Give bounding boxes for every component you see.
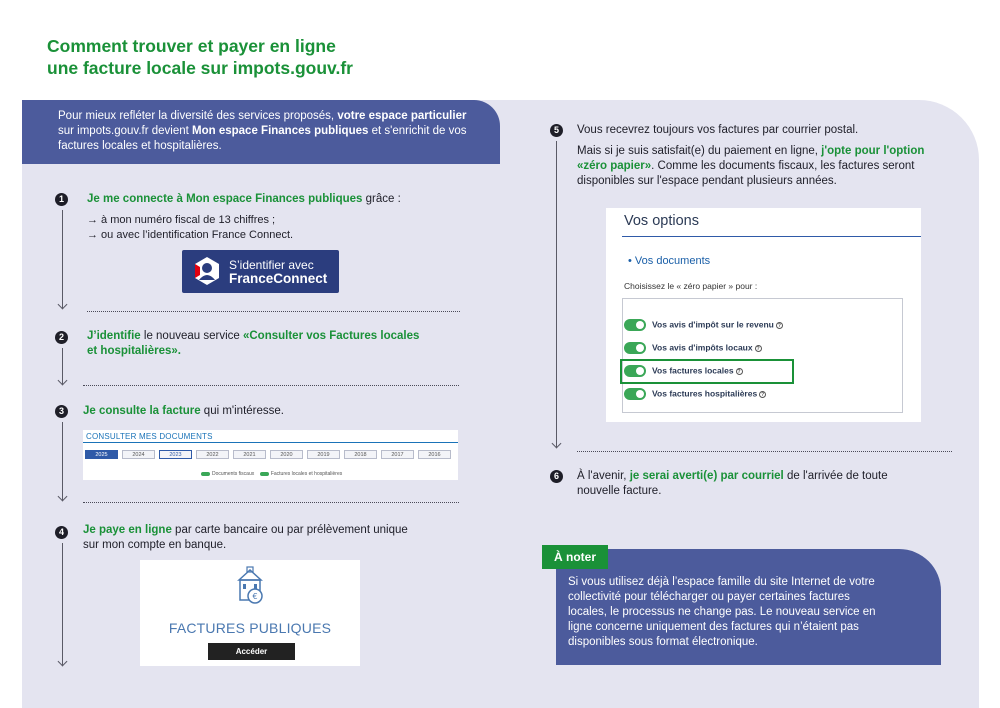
year-tab[interactable]: 2023 [159, 450, 192, 459]
step-4-rest: par carte bancaire ou par prélèvement unique [171, 524, 408, 536]
step-6-number: 6 [550, 470, 563, 483]
step-6-text [577, 469, 947, 499]
help-icon[interactable]: ? [737, 368, 741, 375]
step-5-flow-line [556, 141, 557, 447]
step-4-line-2: sur mon compte en banque. [83, 539, 227, 551]
year-selector [85, 450, 451, 459]
step-5-line-4: disponibles sur l'espace pendant plusieurs années. [577, 175, 837, 187]
vos-options-panel [606, 208, 921, 422]
note-line: collectivité pour télécharger ou payer certaines factures [568, 591, 850, 603]
step-5-highlight-1: j'opte pour l'option [821, 145, 925, 157]
help-icon[interactable]: ? [777, 322, 781, 329]
year-tab[interactable]: 2025 [85, 450, 118, 459]
step-1-bullet-2: → ou avec l’identification France Connect. [87, 229, 294, 241]
note-tag: À noter [542, 545, 608, 569]
legend-fiscal: Documents fiscaux [212, 471, 255, 477]
page-title [47, 35, 353, 79]
step-3-highlight: Je consulte la facture [83, 405, 201, 417]
step-1-text [87, 192, 467, 207]
step-1-bullet-1: → à mon numéro fiscal de 13 chiffres ; [87, 214, 276, 226]
intro-text-2: sur impots.gouv.fr devient [58, 125, 193, 137]
step-3-flow-line [62, 422, 63, 500]
step-5-highlight-2: «zéro papier» [577, 160, 652, 172]
title-line-2: une facture locale sur impots.gouv.fr [47, 58, 353, 78]
step-6-highlight: je serai averti(e) par courriel [629, 470, 784, 482]
year-tab[interactable]: 2016 [418, 450, 451, 459]
options-rule [622, 236, 921, 237]
intro-banner [22, 100, 500, 164]
options-subtitle-text: Vos documents [634, 255, 711, 267]
step-1-highlight: Je me connecte à Mon espace Finances publiques [87, 193, 363, 205]
step-3-number: 3 [55, 405, 68, 418]
step-4-flow-line [62, 543, 63, 665]
franceconnect-line-2: FranceConnect [229, 271, 328, 286]
intro-text-3: et s'enrichit de vos factures locales et hospitalières. [58, 125, 467, 152]
toggle-switch[interactable] [624, 388, 646, 400]
note-line: Si vous utilisez déjà l’espace famille du site Internet de votre [568, 576, 875, 588]
options-choose-label: Choisissez le « zéro papier » pour : [624, 281, 758, 291]
option-label: Vos factures locales [652, 365, 734, 376]
consult-documents-panel [83, 430, 458, 480]
toggle-switch[interactable] [624, 319, 646, 331]
step-5-t2: . Comme les documents fiscaux, les factures seront [651, 160, 915, 172]
options-title: Vos options [624, 213, 699, 229]
divider-1 [87, 311, 460, 312]
step-6-line-2: nouvelle facture. [577, 485, 662, 497]
note-box [556, 549, 941, 665]
divider-3 [83, 502, 459, 503]
acceder-button[interactable]: Accéder [208, 643, 295, 660]
step-5-t1: Mais si je suis satisfait(e) du paiement en ligne, [577, 145, 822, 157]
options-subtitle[interactable]: • Vos documents [628, 255, 711, 267]
title-line-1: Comment trouver et payer en ligne [47, 36, 336, 56]
step-6-t2: de l'arrivée de toute [783, 470, 888, 482]
option-label: Vos avis d'impôt sur le revenu [652, 319, 774, 330]
intro-bold-2: Mon espace Finances publiques [192, 125, 369, 137]
year-tab[interactable]: 2020 [270, 450, 303, 459]
consult-heading: CONSULTER MES DOCUMENTS [86, 432, 213, 441]
option-row[interactable] [624, 388, 766, 400]
franceconnect-line-1: S’identifier avec [229, 258, 314, 272]
factures-publiques-title: FACTURES PUBLIQUES [168, 620, 332, 636]
toggle-icon[interactable] [260, 472, 269, 476]
step-5-text [577, 144, 957, 189]
help-icon[interactable]: ? [756, 345, 760, 352]
divider-2 [83, 385, 459, 386]
option-row[interactable] [624, 319, 783, 331]
year-tab[interactable]: 2021 [233, 450, 266, 459]
svg-text:€: € [252, 592, 258, 601]
year-tab[interactable]: 2019 [307, 450, 340, 459]
step-5-number: 5 [550, 124, 563, 137]
option-label: Vos factures hospitalières [652, 388, 758, 399]
step-4-text [83, 523, 463, 553]
step-2-rest: le nouveau service [140, 330, 243, 342]
intro-bold-1: votre espace particulier [337, 110, 467, 122]
step-3-rest: qui m'intéresse. [200, 405, 284, 417]
step-4-number: 4 [55, 526, 68, 539]
option-highlight-frame [620, 359, 794, 384]
step-4-highlight: Je paye en ligne [83, 524, 172, 536]
step-2-highlight-3: et hospitalières». [87, 345, 181, 357]
intro-text-1: Pour mieux refléter la diversité des services proposés, [58, 110, 338, 122]
note-line: disponibles sous format électronique. [568, 636, 758, 648]
step-3-text [83, 404, 284, 419]
step-6-t1: À l'avenir, [577, 470, 630, 482]
franceconnect-button[interactable] [182, 250, 339, 293]
step-2-text [87, 329, 467, 359]
step-2-highlight-2: «Consulter vos Factures locales [242, 330, 420, 342]
year-tab[interactable]: 2017 [381, 450, 414, 459]
legend-factures: Factures locales et hospitalières [270, 471, 343, 477]
year-tab[interactable]: 2024 [122, 450, 155, 459]
note-line: ligne concerne uniquement des factures qui n’étaient pas [568, 621, 859, 633]
option-row[interactable] [624, 342, 762, 354]
step-2-highlight: J’identifie [87, 330, 141, 342]
divider-4 [577, 451, 952, 452]
note-line: locales, le processus ne change pas. Le nouveau service en [568, 606, 876, 618]
factures-publiques-panel [140, 560, 360, 666]
consult-rule [83, 442, 458, 443]
year-tab[interactable]: 2022 [196, 450, 229, 459]
year-tab[interactable]: 2018 [344, 450, 377, 459]
step-1-number: 1 [55, 193, 68, 206]
step-2-number: 2 [55, 331, 68, 344]
option-label: Vos avis d'impôts locaux [652, 342, 753, 353]
help-icon[interactable]: ? [761, 391, 765, 398]
consult-legend [201, 471, 342, 477]
franceconnect-logo-icon [192, 256, 222, 286]
town-hall-euro-icon [233, 566, 267, 606]
step-1-flow-line [62, 210, 63, 308]
step-1-rest: grâce : [362, 193, 401, 205]
step-5-line-1: Vous recevrez toujours vos factures par courrier postal. [577, 124, 859, 136]
toggle-icon[interactable] [201, 472, 210, 476]
toggle-switch[interactable] [624, 342, 646, 354]
